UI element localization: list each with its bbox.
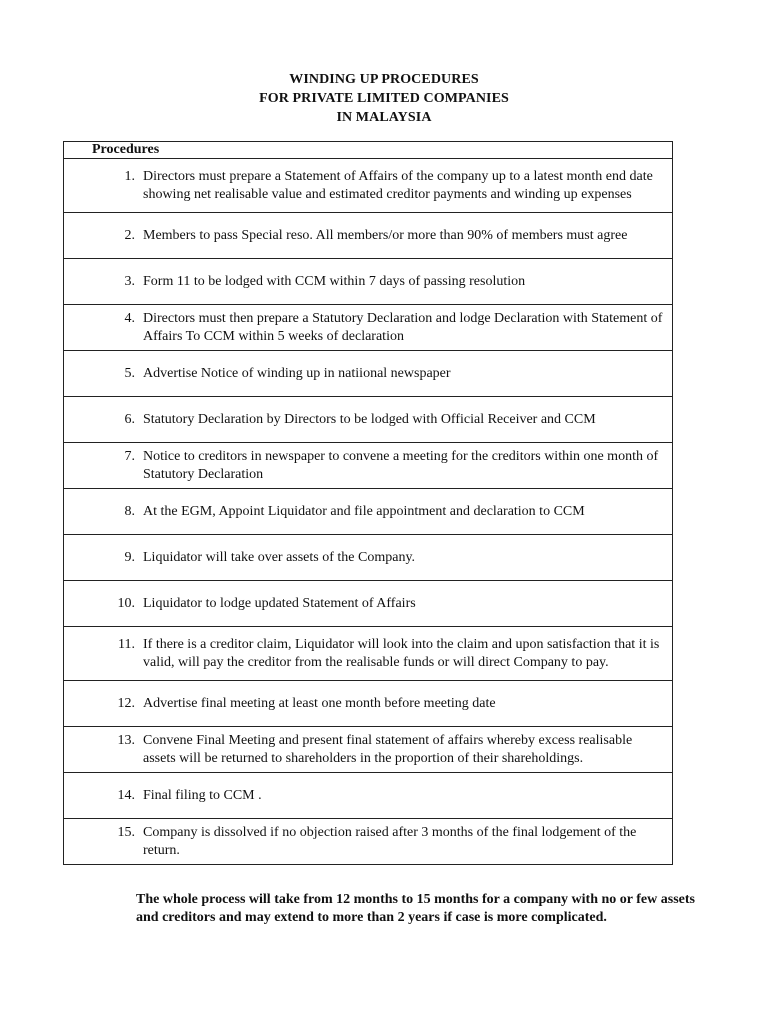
procedure-row	[64, 581, 673, 627]
procedure-text: If there is a creditor claim, Liquidator will look into the claim and upon satisfaction that it is valid, will pay the creditor from the realisable funds or will direct Company to pay.	[143, 636, 660, 670]
procedure-text: Liquidator to lodge updated Statement of Affairs	[143, 595, 416, 611]
procedure-number: 8.	[124, 503, 135, 519]
procedure-number: 12.	[117, 695, 135, 711]
procedure-text: Statutory Declaration by Directors to be lodged with Official Receiver and CCM	[143, 411, 596, 427]
procedure-row	[64, 489, 673, 535]
procedure-text: Final filing to CCM .	[143, 787, 262, 803]
document-title	[0, 70, 768, 127]
procedure-text: Company is dissolved if no objection raised after 3 months of the final lodgement of the return.	[143, 824, 637, 858]
procedure-number: 9.	[124, 549, 135, 565]
procedure-number: 14.	[117, 787, 135, 803]
procedure-text: Liquidator will take over assets of the Company.	[143, 549, 416, 565]
procedure-row	[64, 727, 673, 773]
procedure-number: 10.	[117, 595, 135, 611]
title-line-1: WINDING UP PROCEDURES	[289, 72, 479, 87]
procedure-row	[64, 627, 673, 681]
procedure-row	[64, 305, 673, 351]
procedure-number: 4.	[124, 310, 135, 326]
procedure-text: Convene Final Meeting and present final statement of affairs whereby excess realisable assets will be returned to shareholders in the proportion of their shareholdings.	[143, 732, 633, 766]
procedure-text: At the EGM, Appoint Liquidator and file appointment and declaration to CCM	[143, 503, 585, 519]
procedure-row	[64, 159, 673, 213]
procedure-text: Members to pass Special reso. All members/or more than 90% of members must agree	[143, 227, 628, 243]
procedure-number: 5.	[124, 365, 135, 381]
title-line-3: IN MALAYSIA	[336, 110, 432, 125]
procedure-number: 15.	[117, 824, 135, 840]
procedure-number: 2.	[124, 227, 135, 243]
procedure-row	[64, 819, 673, 865]
procedures-header: Procedures	[64, 142, 673, 159]
procedure-text: Advertise final meeting at least one month before meeting date	[143, 695, 496, 711]
procedure-number: 13.	[117, 732, 135, 748]
procedure-text: Directors must then prepare a Statutory Declaration and lodge Declaration with Statement of Affairs To CCM within 5 weeks of declaration	[143, 310, 663, 344]
procedure-row	[64, 351, 673, 397]
procedure-number: 11.	[118, 636, 135, 652]
duration-note: The whole process will take from 12 months to 15 months for a company with no or few assets and creditors and may extend to more than 2 years if case is more complicated.	[136, 892, 695, 925]
procedure-number: 3.	[124, 273, 135, 289]
procedure-row	[64, 259, 673, 305]
procedure-row	[64, 397, 673, 443]
procedure-row	[64, 213, 673, 259]
procedures-table	[63, 141, 673, 865]
procedure-text: Advertise Notice of winding up in natiional newspaper	[143, 365, 451, 381]
procedure-row	[64, 681, 673, 727]
procedure-number: 7.	[124, 448, 135, 464]
procedure-text: Directors must prepare a Statement of Affairs of the company up to a latest month end date showing net realisable value and estimated creditor payments and winding up expenses	[143, 168, 653, 202]
title-line-2: FOR PRIVATE LIMITED COMPANIES	[259, 91, 509, 106]
procedure-row	[64, 443, 673, 489]
procedure-text: Notice to creditors in newspaper to convene a meeting for the creditors within one month of Statutory Declaration	[143, 448, 659, 482]
procedure-text: Form 11 to be lodged with CCM within 7 days of passing resolution	[143, 273, 526, 289]
procedure-number: 6.	[124, 411, 135, 427]
procedure-row	[64, 535, 673, 581]
procedure-row	[64, 773, 673, 819]
procedure-number: 1.	[124, 168, 135, 184]
